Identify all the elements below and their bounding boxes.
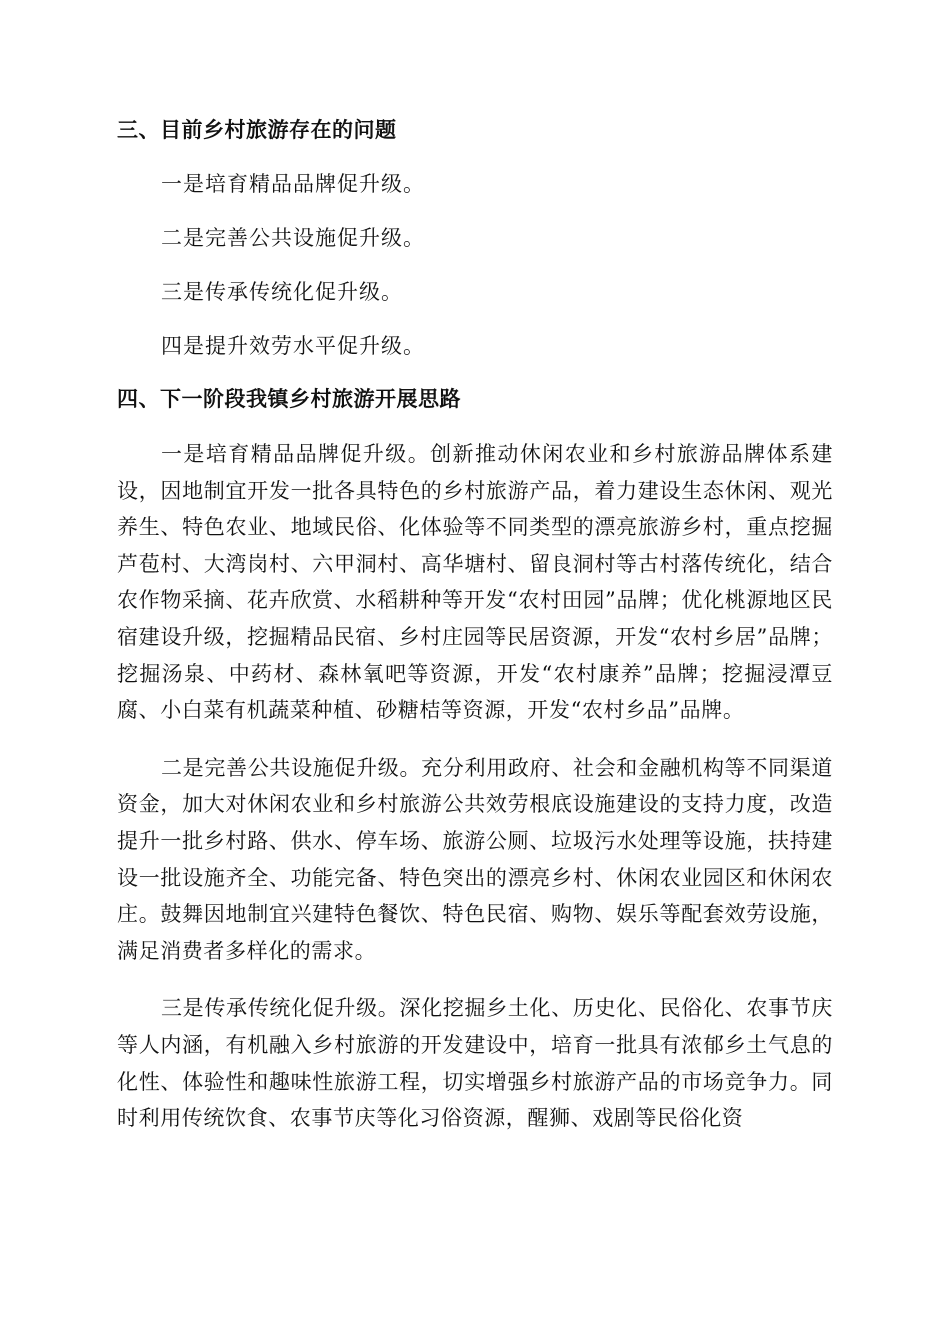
section-3-item-2: 二是完善公共设施促升级。 (161, 226, 425, 250)
section-4-paragraph-1: 一是培育精品品牌促升级。创新推动休闲农业和乡村旅游品牌体系建设，因地制宜开发一批各具特色的乡村旅游产品，着力建设生态休闲、观光养生、特色农业、地域民俗、化体验等不同类型的漂亮旅游乡村，重点挖掘芦苞村、大湾岗村、六甲洞村、高华塘村、留良洞村等古村落传统化，结合农作物采摘、花卉欣赏、水稻耕种等开发“农村田园”品牌；优化桃源地区民宿建设升级，挖掘精品民宿、乡村庄园等民居资源，开发“农村乡居”品牌；挖掘汤泉、中药材、森林氧吧等资源，开发“农村康养”品牌；挖掘浸潭豆腐、小白菜有机蔬菜种植、砂糖桔等资源，开发“农村乡品”品牌。 (117, 442, 833, 723)
section-3-item-1: 一是培育精品品牌促升级。 (161, 172, 425, 196)
section-4-heading: 四、下一阶段我镇乡村旅游开展思路 (117, 387, 461, 411)
section-4-paragraph-2: 二是完善公共设施促升级。充分利用政府、社会和金融机构等不同渠道资金，加大对休闲农业和乡村旅游公共效劳根底设施建设的支持力度，改造提升一批乡村路、供水、停车场、旅游公厕、垃圾污水处理等设施，扶持建设一批设施齐全、功能完备、特色突出的漂亮乡村、休闲农业园区和休闲农庄。鼓舞因地制宜兴建特色餐饮、特色民宿、购物、娱乐等配套效劳设施，满足消费者多样化的需求。 (117, 755, 833, 963)
section-3-item-4: 四是提升效劳水平促升级。 (161, 334, 425, 358)
section-3-heading: 三、目前乡村旅游存在的问题 (117, 118, 397, 142)
section-3-item-3: 三是传承传统化促升级。 (161, 280, 403, 304)
section-4-paragraph-3: 三是传承传统化促升级。深化挖掘乡土化、历史化、民俗化、农事节庆等人内涵，有机融入乡村旅游的开发建设中，培育一批具有浓郁乡土气息的化性、体验性和趣味性旅游工程，切实增强乡村旅游产品的市场竞争力。同时利用传统饮食、农事节庆等化习俗资源，醒狮、戏剧等民俗化资 (117, 996, 833, 1131)
document-body (117, 112, 833, 1137)
